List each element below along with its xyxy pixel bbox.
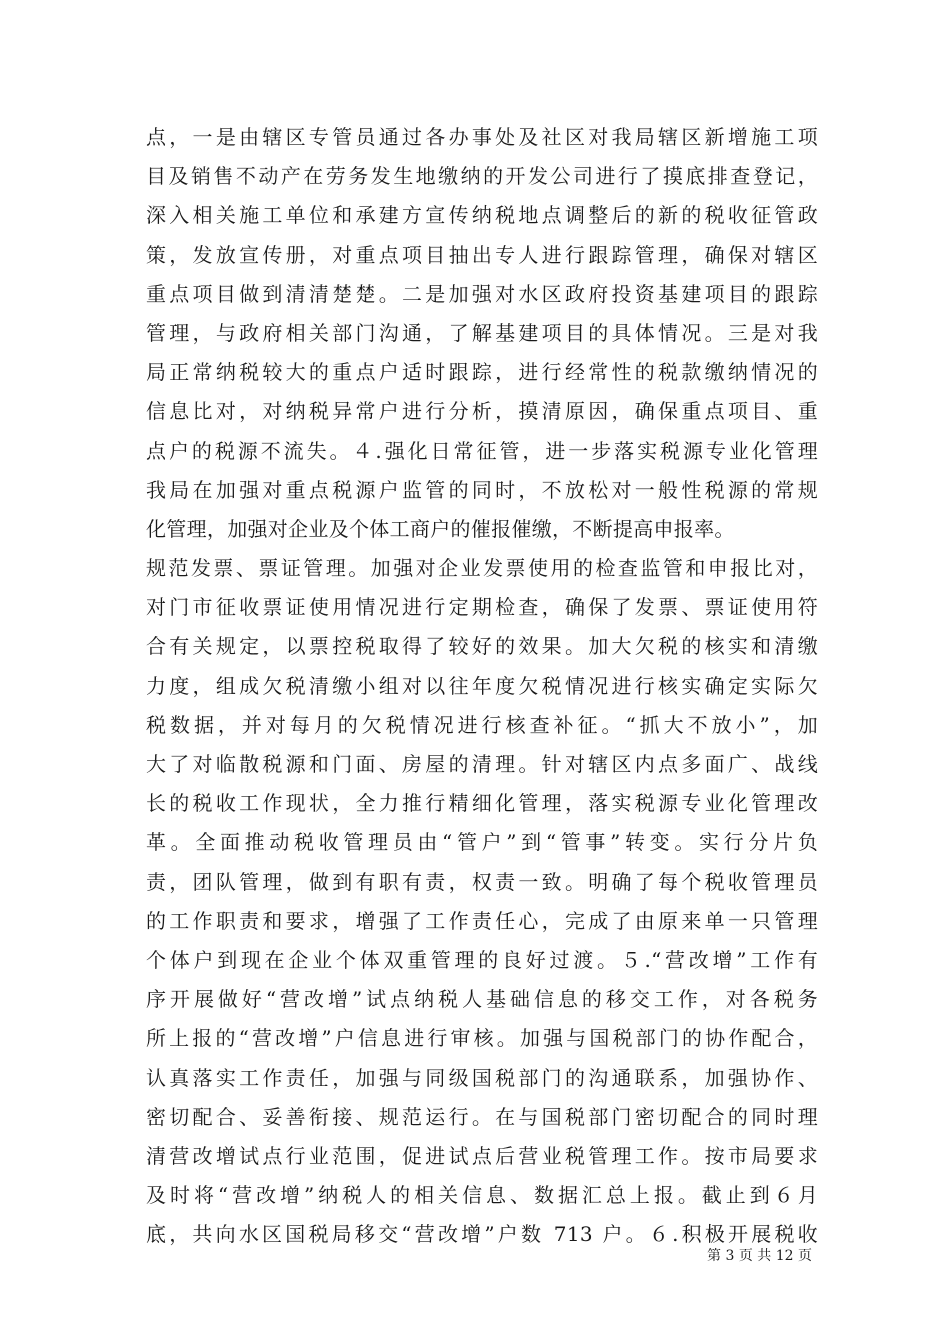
- text-line: 责，团队管理，做到有职有责，权责一致。明确了每个税收管理员: [146, 869, 818, 894]
- text-line: 序开展做好“营改增”试点纳税人基础信息的移交工作，对各税务: [146, 987, 818, 1012]
- text-line: 合有关规定，以票控税取得了较好的效果。加大欠税的核实和清缴: [146, 634, 818, 659]
- text-line: 及时将“营改增”纳税人的相关信息、数据汇总上报。截止到６月: [146, 1183, 818, 1208]
- text-line: 密切配合、妥善衔接、规范运行。在与国税部门密切配合的同时理: [146, 1104, 818, 1129]
- text-line: 深入相关施工单位和承建方宣传纳税地点调整后的新的税收征管政: [146, 203, 818, 228]
- text-line: 所上报的“营改增”户信息进行审核。加强与国税部门的协作配合，: [146, 1026, 818, 1051]
- text-line: 我局在加强对重点税源户监管的同时，不放松对一般性税源的常规: [146, 477, 818, 502]
- text-line: 认真落实工作责任，加强与同级国税部门的沟通联系，加强协作、: [146, 1065, 818, 1090]
- text-line: 点户的税源不流失。４.强化日常征管，进一步落实税源专业化管理: [146, 438, 818, 463]
- text-line: 对门市征收票证使用情况进行定期检查，确保了发票、票证使用符: [146, 595, 818, 620]
- text-line: 重点项目做到清清楚楚。二是加强对水区政府投资基建项目的跟踪: [146, 281, 818, 306]
- text-line: 个体户到现在企业个体双重管理的良好过渡。５.“营改增”工作有: [146, 947, 818, 972]
- text-line: 信息比对，对纳税异常户进行分析，摸清原因，确保重点项目、重: [146, 399, 818, 424]
- page-number-footer: 第 3 页 共 12 页: [707, 1248, 812, 1264]
- text-line: 清营改增试点行业范围，促进试点后营业税管理工作。按市局要求: [146, 1143, 818, 1168]
- text-line: 规范发票、票证管理。加强对企业发票使用的检查监管和申报比对，: [146, 556, 818, 581]
- text-line: 策，发放宣传册，对重点项目抽出专人进行跟踪管理，确保对辖区: [146, 242, 818, 267]
- text-line: 大了对临散税源和门面、房屋的清理。针对辖区内点多面广、战线: [146, 752, 818, 776]
- text-line: 革。全面推动税收管理员由“管户”到“管事”转变。实行分片负: [146, 830, 818, 855]
- text-line: 化管理，加强对企业及个体工商户的催报催缴，不断提高申报率。: [146, 516, 735, 541]
- text-line: 局正常纳税较大的重点户适时跟踪，进行经常性的税款缴纳情况的: [146, 360, 818, 385]
- text-line: 目及销售不动产在劳务发生地缴纳的开发公司进行了摸底排查登记，: [146, 164, 818, 189]
- text-line: 管理，与政府相关部门沟通，了解基建项目的具体情况。三是对我: [146, 320, 818, 345]
- text-line: 点，一是由辖区专管员通过各办事处及社区对我局辖区新增施工项: [146, 125, 818, 149]
- text-line: 力度，组成欠税清缴小组对以往年度欠税情况进行核实确定实际欠: [146, 673, 818, 698]
- text-line: 的工作职责和要求，增强了工作责任心，完成了由原来单一只管理: [146, 908, 818, 933]
- text-line: 底，共向水区国税局移交“营改增”户数 713 户。６.积极开展税收: [146, 1222, 818, 1247]
- body-text: [146, 118, 818, 1254]
- text-line: 长的税收工作现状，全力推行精细化管理，落实税源专业化管理改: [146, 791, 818, 816]
- text-line: 税数据，并对每月的欠税情况进行核查补征。“抓大不放小”，加: [146, 712, 818, 737]
